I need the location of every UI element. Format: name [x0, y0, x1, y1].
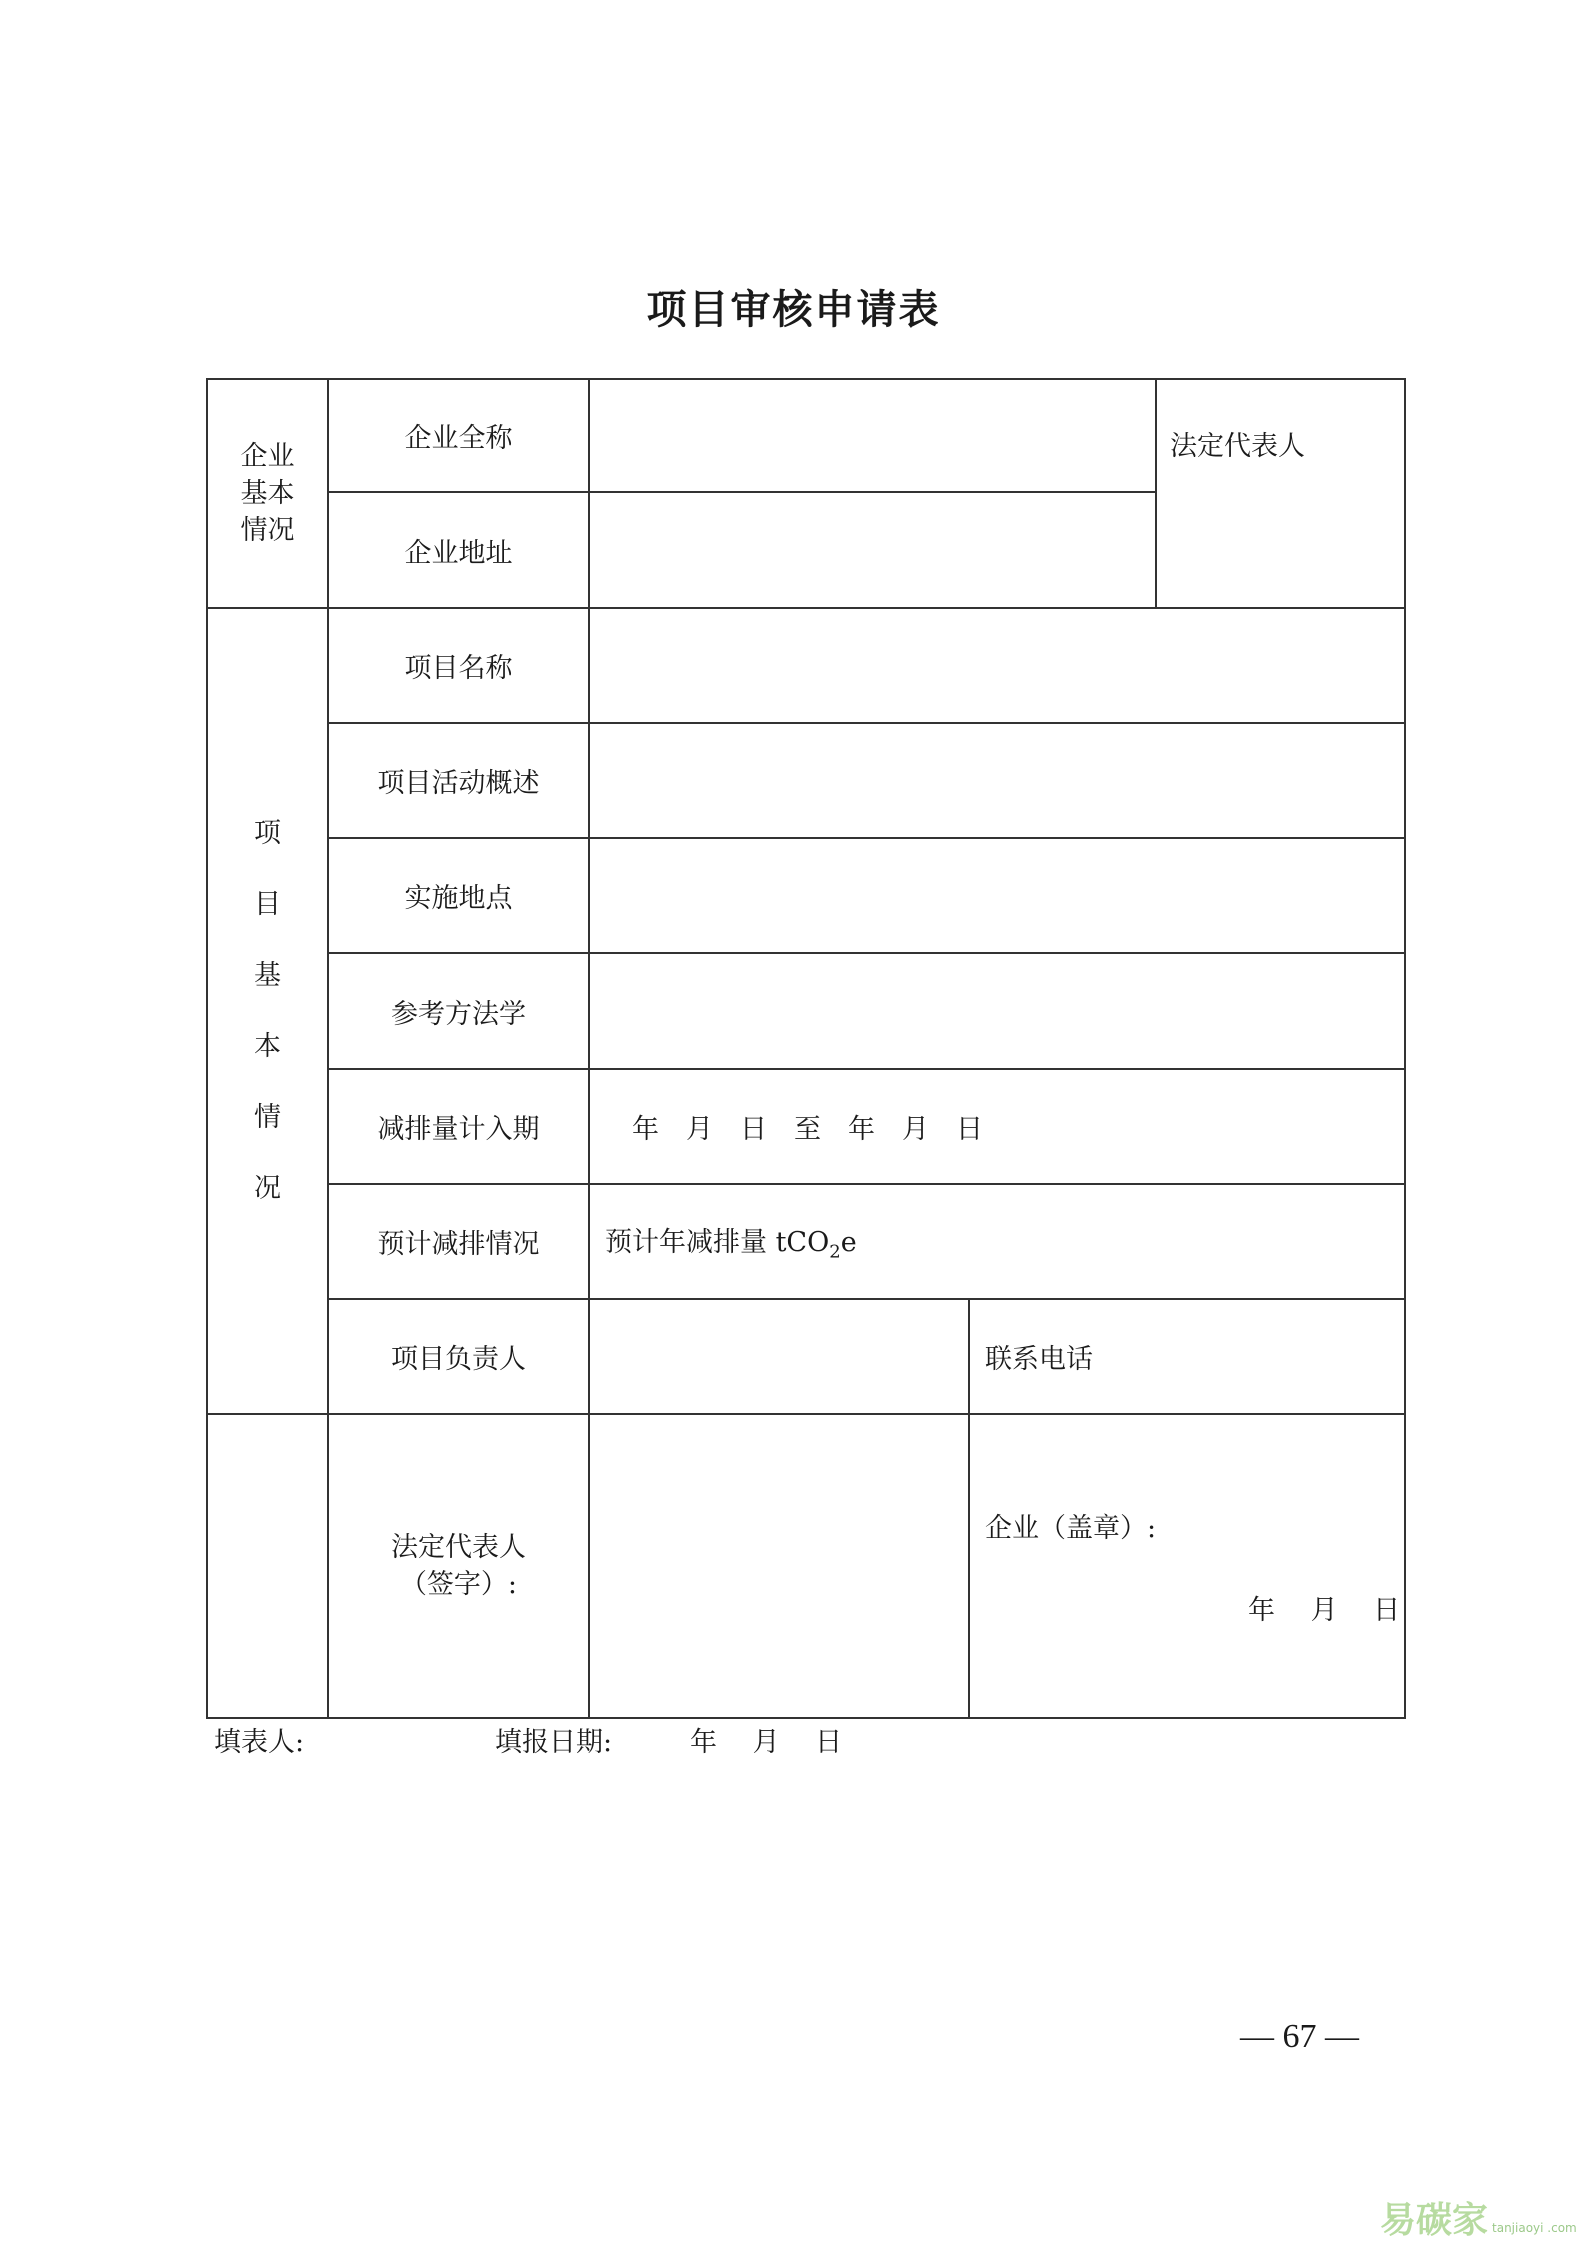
label-project-overview: 项目活动概述 [377, 768, 540, 799]
company-name-field[interactable] [590, 380, 1155, 491]
label-project-name: 项目名称 [404, 653, 513, 684]
legal-rep-signature-field[interactable] [590, 1415, 968, 1717]
label-project-lead: 项目负责人 [391, 1344, 526, 1375]
label-legal-rep-sign [329, 1415, 588, 1717]
project-lead-field[interactable] [590, 1300, 968, 1413]
fill-date-label: 填报日期: [495, 1727, 613, 1758]
company-address-field[interactable] [590, 493, 1155, 607]
company-seal-field[interactable] [970, 1415, 1404, 1717]
seal-date: 年 月 日 [1248, 1595, 1401, 1626]
filler-label: 填表人: [214, 1727, 305, 1758]
section-project-char: 况 [254, 1173, 281, 1204]
label-crediting-period: 减排量计入期 [377, 1114, 540, 1145]
table-border-bottom [206, 1717, 1406, 1719]
expected-reduction-text [605, 1220, 857, 1262]
watermark-sub: tanjiaoyi .com [1492, 2221, 1577, 2235]
label-company-name: 企业全称 [404, 423, 513, 454]
label-legal-rep: 法定代表人 [1170, 431, 1305, 462]
label-methodology: 参考方法学 [391, 998, 526, 1030]
label-expected-reduction: 预计减排情况 [377, 1229, 540, 1260]
location-field[interactable] [590, 839, 1404, 952]
legal-rep-sign-line: 法定代表人 [391, 1532, 526, 1563]
legal-rep-field[interactable] [1157, 470, 1404, 607]
co2-subscript: 2 [829, 1241, 841, 1263]
fill-date-value: 年 月 日 [690, 1727, 843, 1758]
page-title: 项目审核申请表 [646, 287, 941, 333]
watermark-text: 易碳家 [1380, 2200, 1489, 2241]
expected-reduction-prefix: 预计年减排量 tCO [605, 1227, 830, 1259]
signature-section-label [208, 1415, 327, 1717]
label-location: 实施地点 [404, 883, 513, 914]
crediting-period-field[interactable] [590, 1070, 1404, 1183]
section-company-line: 企业 [240, 441, 295, 472]
section-company-label [208, 380, 327, 607]
contact-phone-field[interactable] [970, 1300, 1404, 1413]
section-project-label [208, 609, 327, 1413]
section-project-char: 本 [254, 1031, 281, 1062]
section-project-char: 项 [254, 818, 281, 849]
crediting-period-text: 年 月 日 至 年 月 日 [632, 1114, 983, 1145]
label-company-seal: 企业（盖章）: [985, 1513, 1157, 1544]
label-company-address: 企业地址 [404, 537, 513, 569]
section-company-line: 基本 [240, 478, 295, 509]
legal-rep-sign-line: （签字）: [399, 1569, 518, 1600]
project-name-field[interactable] [590, 609, 1404, 722]
watermark-logo [1380, 2192, 1577, 2243]
section-project-char: 基 [254, 960, 281, 991]
section-company-line: 情况 [240, 515, 295, 546]
project-overview-field[interactable] [590, 724, 1404, 837]
label-contact-phone: 联系电话 [985, 1344, 1093, 1375]
methodology-field[interactable] [590, 954, 1404, 1068]
section-project-char: 目 [254, 889, 281, 920]
table-border-right [1404, 378, 1406, 1719]
section-project-char: 情 [254, 1102, 281, 1133]
page-number: — 67 — [1240, 2018, 1359, 2055]
expected-reduction-field[interactable] [590, 1185, 1404, 1298]
expected-reduction-suffix: e [840, 1227, 857, 1259]
